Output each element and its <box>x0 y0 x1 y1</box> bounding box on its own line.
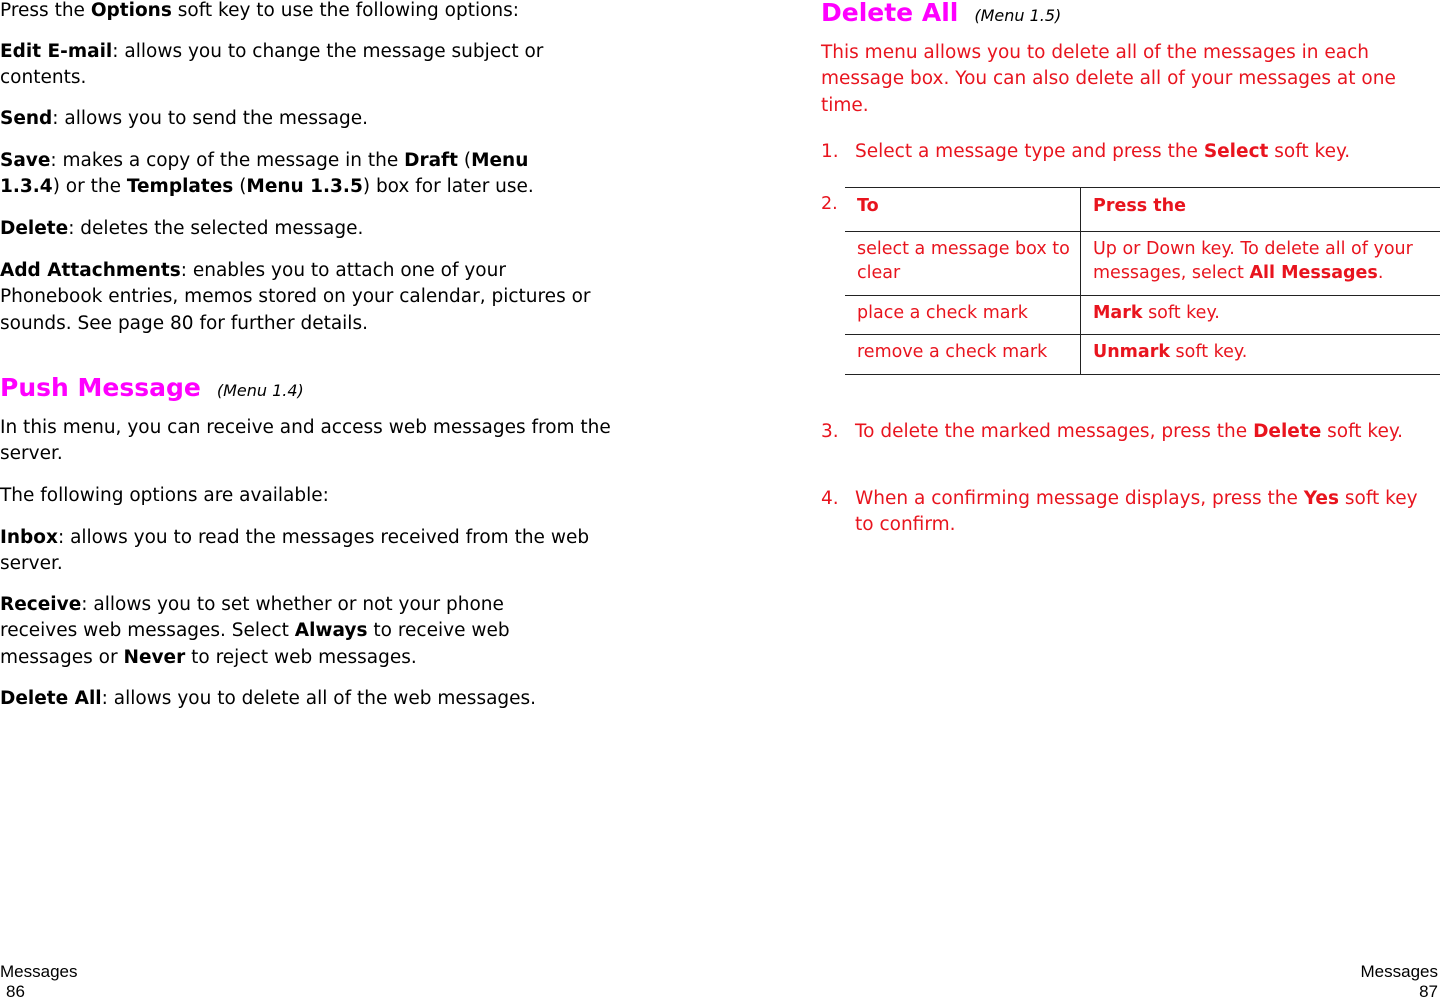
step-1-number: 1. <box>821 139 839 165</box>
left-footer-title: Messages <box>0 962 77 982</box>
step-1-text: Select a message type and press the Select soft key. <box>855 139 1440 165</box>
option-delete-all: Delete All: allows you to delete all of the web messages. <box>0 686 620 712</box>
right-page-number: 87 <box>1361 982 1438 1002</box>
table-row <box>845 335 1440 375</box>
step-4-number: 4. <box>821 486 839 512</box>
push-message-title: Push Message <box>0 373 201 402</box>
option-receive: Receive: allows you to set whether or not your phone receives web messages. Select Always to receive web messages or Never to reject web messages. <box>0 592 565 671</box>
table-header-to: To <box>845 188 1081 232</box>
table-cell-press: Unmark soft key. <box>1081 335 1440 375</box>
right-footer-title: Messages <box>1361 962 1438 982</box>
delete-all-title: Delete All <box>821 0 958 27</box>
right-footer <box>1361 962 1438 1003</box>
table-cell-to: select a message box to clear <box>845 231 1081 295</box>
table-cell-press: Mark soft key. <box>1081 295 1440 335</box>
options-table <box>845 187 1440 375</box>
table-cell-press: Up or Down key. To delete all of your messages, select All Messages. <box>1081 231 1440 295</box>
table-cell-to: remove a check mark <box>845 335 1081 375</box>
left-page-number: 86 <box>0 982 77 1002</box>
step-3-text: To delete the marked messages, press the Delete soft key. <box>855 419 1440 445</box>
option-add-attachments: Add Attachments: enables you to attach one of your Phonebook entries, memos stored on your calendar, pictures or sounds. See page 80 for further details. <box>0 258 612 337</box>
delete-all-heading <box>821 0 1061 31</box>
left-footer <box>0 962 77 1003</box>
push-message-heading <box>0 370 304 406</box>
option-inbox: Inbox: allows you to read the messages received from the web server. <box>0 525 600 578</box>
step-3-number: 3. <box>821 419 839 445</box>
option-delete: Delete: deletes the selected message. <box>0 216 620 242</box>
step-2-number: 2. <box>821 192 838 217</box>
option-send: Send: allows you to send the message. <box>0 106 620 132</box>
table-row <box>845 295 1440 335</box>
delete-all-intro: This menu allows you to delete all of the messages in each message box. You can also delete all of your messages at one time. <box>821 40 1440 119</box>
options-intro: Press the Options soft key to use the following options: <box>0 0 620 24</box>
table-header-row <box>845 188 1440 232</box>
option-edit-email: Edit E-mail: allows you to change the message subject or contents. <box>0 39 590 92</box>
delete-all-menu-ref: (Menu 1.5) <box>974 6 1061 25</box>
push-intro: In this menu, you can receive and access web messages from the server. <box>0 415 620 468</box>
push-options-available: The following options are available: <box>0 483 620 509</box>
table-header-press: Press the <box>1081 188 1440 232</box>
table-row <box>845 231 1440 295</box>
push-message-menu-ref: (Menu 1.4) <box>217 381 304 400</box>
table-cell-to: place a check mark <box>845 295 1081 335</box>
step-4-text: When a confirming message displays, press the Yes soft key to confirm. <box>855 486 1440 539</box>
option-save: Save: makes a copy of the message in the Draft (Menu 1.3.4) or the Templates (Menu 1.3.5) box for later use. <box>0 148 580 201</box>
